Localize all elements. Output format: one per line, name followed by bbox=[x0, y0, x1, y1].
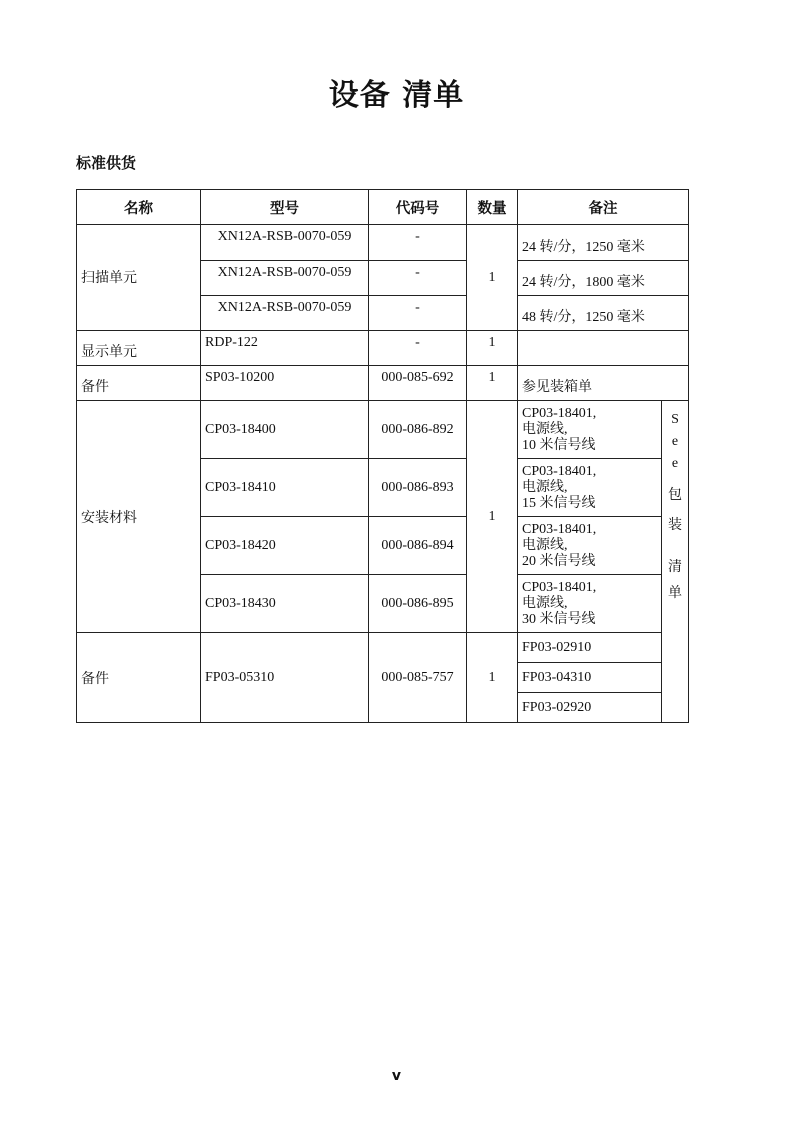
side-note-char: S bbox=[671, 412, 679, 427]
model-cell: CP03-18420 bbox=[201, 517, 369, 575]
scan-unit-name bbox=[77, 225, 201, 331]
note-line: 20 米信号线 bbox=[522, 553, 596, 569]
note-cell: FP03-02920 bbox=[518, 693, 662, 723]
qty-cell: 1 bbox=[467, 633, 518, 723]
note-line: 电源线, bbox=[522, 537, 568, 553]
note-cell bbox=[518, 459, 662, 517]
note-line: CP03-18401, bbox=[522, 405, 597, 421]
equipment-table bbox=[76, 189, 689, 723]
note-line: 电源线, bbox=[522, 595, 568, 611]
model-cell: XN12A-RSB-0070-059 bbox=[201, 225, 369, 261]
note-line: CP03-18401, bbox=[522, 463, 597, 479]
note-line: CP03-18401, bbox=[522, 521, 597, 537]
header-model: 型号 bbox=[201, 190, 369, 225]
note-cell: 24 转/分，1800 毫米 bbox=[518, 261, 689, 296]
header-qty: 数量 bbox=[467, 190, 518, 225]
model-cell: XN12A-RSB-0070-059 bbox=[201, 261, 369, 296]
qty-cell: 1 bbox=[467, 331, 518, 366]
spare-name: 备件 bbox=[77, 366, 201, 401]
install-name: 安装材料 bbox=[77, 401, 201, 633]
note-line: 10 米信号线 bbox=[522, 437, 596, 453]
code-cell: 000-085-692 bbox=[369, 366, 467, 401]
note-cell: 24 转/分，1250 毫米 bbox=[518, 225, 689, 261]
side-note-char: e bbox=[671, 434, 679, 449]
table-row bbox=[77, 401, 689, 459]
note-line: 电源线, bbox=[522, 421, 568, 437]
model-cell: CP03-18430 bbox=[201, 575, 369, 633]
qty-cell: 1 bbox=[467, 366, 518, 401]
model-cell: CP03-18400 bbox=[201, 401, 369, 459]
note-line: 15 米信号线 bbox=[522, 495, 596, 511]
page-title: 设备 清单 bbox=[328, 78, 465, 113]
note-cell: FP03-02910 bbox=[518, 633, 662, 663]
note-cell bbox=[518, 575, 662, 633]
side-note-char: e bbox=[671, 456, 679, 471]
model-cell: CP03-18410 bbox=[201, 459, 369, 517]
header-note: 备注 bbox=[518, 190, 689, 225]
note-cell bbox=[518, 401, 662, 459]
note-line: 30 米信号线 bbox=[522, 611, 596, 627]
code-cell: 000-086-893 bbox=[369, 459, 467, 517]
header-code: 代码号 bbox=[369, 190, 467, 225]
note-cell: FP03-04310 bbox=[518, 663, 662, 693]
table-row bbox=[77, 633, 689, 663]
code-cell: 000-086-894 bbox=[369, 517, 467, 575]
code-cell: - bbox=[369, 261, 467, 296]
code-cell: - bbox=[369, 296, 467, 331]
qty-cell: 1 bbox=[467, 225, 518, 331]
code-cell: - bbox=[369, 225, 467, 261]
side-note-char: 单 bbox=[668, 586, 682, 601]
model-cell: FP03-05310 bbox=[201, 633, 369, 723]
table-header-row bbox=[77, 190, 689, 225]
display-unit-name: 显示单元 bbox=[77, 331, 201, 366]
table-row bbox=[77, 225, 689, 261]
model-cell: RDP-122 bbox=[201, 331, 369, 366]
side-note-char: 装 bbox=[668, 518, 682, 533]
table-row bbox=[77, 366, 689, 401]
side-note-char: 清 bbox=[668, 560, 682, 575]
table-row bbox=[77, 331, 689, 366]
model-cell: XN12A-RSB-0070-059 bbox=[201, 296, 369, 331]
page-number: v bbox=[391, 1068, 402, 1084]
section-heading: 标准供货 bbox=[76, 154, 137, 172]
scan-unit-label: 扫描单元 bbox=[81, 269, 137, 286]
note-line: CP03-18401, bbox=[522, 579, 597, 595]
spare-name: 备件 bbox=[77, 633, 201, 723]
code-cell: 000-085-757 bbox=[369, 633, 467, 723]
code-cell: 000-086-892 bbox=[369, 401, 467, 459]
header-name: 名称 bbox=[77, 190, 201, 225]
side-note bbox=[662, 401, 689, 723]
side-note-char: 包 bbox=[668, 488, 682, 503]
qty-cell: 1 bbox=[467, 401, 518, 633]
note-line: 电源线, bbox=[522, 479, 568, 495]
note-cell: 参见装箱单 bbox=[518, 366, 689, 401]
code-cell: 000-086-895 bbox=[369, 575, 467, 633]
model-cell: SP03-10200 bbox=[201, 366, 369, 401]
code-cell: - bbox=[369, 331, 467, 366]
note-cell bbox=[518, 517, 662, 575]
note-cell: 48 转/分，1250 毫米 bbox=[518, 296, 689, 331]
note-cell bbox=[518, 331, 689, 366]
